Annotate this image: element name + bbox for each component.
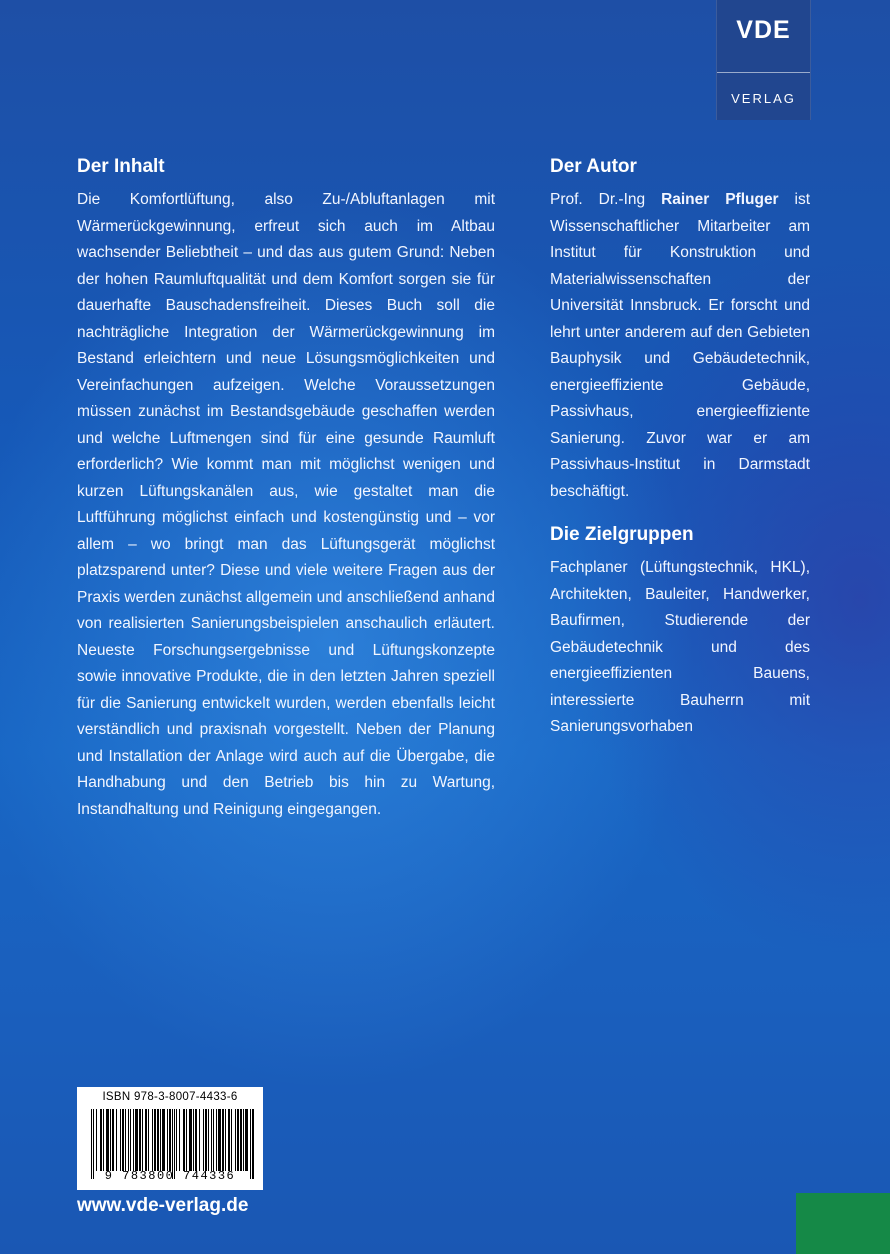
barcode-bar xyxy=(100,1109,102,1171)
barcode-bar xyxy=(205,1109,207,1171)
author-name: Rainer Pfluger xyxy=(661,191,779,208)
barcode-bar xyxy=(216,1109,217,1171)
barcode-bar xyxy=(142,1109,143,1171)
barcode-bar xyxy=(245,1109,248,1171)
barcode-bar xyxy=(148,1109,149,1171)
audience-text: Fachplaner (Lüftungstechnik, HKL), Architekten, Bauleiter, Handwerker, Baufirmen, Studierende der Gebäudetechnik und des energieeffizienten Bauens, interessierte Bauherrn mit Sanierungsvorhaben xyxy=(550,559,810,735)
barcode-bar xyxy=(135,1109,138,1171)
content-section xyxy=(77,153,495,823)
barcode-bar xyxy=(103,1109,104,1171)
barcode-bar xyxy=(235,1109,236,1171)
green-corner-block xyxy=(796,1193,890,1254)
barcode-bar xyxy=(231,1109,232,1171)
barcode-bar xyxy=(154,1109,156,1171)
barcode-bar xyxy=(128,1109,129,1171)
author-text xyxy=(550,187,810,505)
barcode-bar xyxy=(152,1109,153,1171)
logo-text: VDE xyxy=(736,16,791,44)
barcode-bar xyxy=(225,1109,226,1171)
barcode-bar xyxy=(176,1109,177,1171)
barcode-bar xyxy=(213,1109,214,1171)
barcode-bar xyxy=(133,1109,134,1171)
barcode-bar xyxy=(122,1109,124,1171)
barcode-bar xyxy=(112,1109,114,1171)
author-heading: Der Autor xyxy=(550,156,637,177)
barcode-bar xyxy=(211,1109,212,1171)
barcode-bar xyxy=(167,1109,168,1171)
barcode-bar xyxy=(106,1109,109,1171)
barcode-bar xyxy=(183,1109,185,1171)
isbn-barcode xyxy=(77,1087,263,1190)
barcode-bar xyxy=(240,1109,242,1171)
barcode-bar xyxy=(208,1109,209,1171)
right-column xyxy=(550,153,810,741)
barcode-bar xyxy=(189,1109,192,1171)
content-text: Die Komfortlüftung, also Zu-/Abluftanlagen mit Wärmerückgewinnung, erfreut sich auch im Altbau wachsender Beliebtheit – und das aus gutem Grund: Neben der hohen Raumluftqualität und dem Komfort sorgen sie für dauerhafte Bauschadensfreiheit. Dieses Buch soll die nachträgliche Integration der Wärmerückgewinnung im Bestand erleichtern und neue Lösungsmöglichkeiten und Vereinfachungen aufzeigen. Welche Voraussetzungen müssen zunächst im Bestandsgebäude geschaffen werden und welche Luftmengen sind für eine gesunde Raumluft erforderlich? Wie kommt man mit möglichst wenigen und kurzen Lüftungskanälen aus, wie gestaltet man die Luftführung möglichst einfach und kostengünstig und – vor allem – wo bringt man das Lüftungsgerät möglichst platzsparend unter? Diese und viele weitere Fragen aus der Praxis werden zunächst allgemein und anschließend anhand von realisierten Sanierungsbeispielen anschaulich erläutert. Neueste Forschungsergebnisse und Lüftungskonzepte sowie innovative Produkte, die in den letzten Jahren speziell für die Sanierung entwickelt wurden, werden ebenfalls leicht verständlich und praxisnah vorgestellt. Neben der Planung und Installation der Anlage wird auch auf die Übergabe, die Handhabung und den Betrieb bis hin zu Wartung, Instandhaltung und Reinigung eingegangen. xyxy=(77,191,495,818)
barcode-bar xyxy=(195,1109,197,1171)
barcode-bar xyxy=(139,1109,141,1171)
logo-subtitle: VERLAG xyxy=(731,91,796,106)
author-section xyxy=(550,153,810,505)
barcode-bar xyxy=(120,1109,121,1171)
audience-heading: Die Zielgruppen xyxy=(550,524,694,545)
barcode-bar xyxy=(179,1109,180,1171)
barcode-bar xyxy=(169,1109,171,1171)
barcode-bar xyxy=(160,1109,161,1171)
barcode-bar xyxy=(157,1109,159,1171)
barcode-bars xyxy=(91,1109,253,1171)
barcode-bar xyxy=(218,1109,221,1171)
barcode-bar xyxy=(203,1109,204,1171)
barcode-bar xyxy=(162,1109,165,1171)
barcode-bar xyxy=(243,1109,244,1171)
website-link[interactable]: www.vde-verlag.de xyxy=(77,1195,249,1216)
isbn-text: ISBN 978-3-8007-4433-6 xyxy=(102,1091,238,1103)
barcode-bar xyxy=(145,1109,147,1171)
barcode-bar xyxy=(110,1109,111,1171)
barcode-bar xyxy=(116,1109,117,1171)
barcode-bar xyxy=(199,1109,200,1171)
barcode-bar xyxy=(130,1109,131,1171)
barcode-bar xyxy=(96,1109,97,1171)
content-heading: Der Inhalt xyxy=(77,156,165,177)
barcode-number: 9 783800 744336 xyxy=(104,1169,236,1183)
author-title: Prof. Dr.-Ing xyxy=(550,191,646,208)
barcode-bar xyxy=(228,1109,230,1171)
audience-section xyxy=(550,521,810,741)
barcode-bar xyxy=(193,1109,194,1171)
logo-divider xyxy=(717,72,810,73)
barcode-bar xyxy=(222,1109,224,1171)
barcode-bar xyxy=(186,1109,187,1171)
barcode-bar xyxy=(237,1109,239,1171)
publisher-logo xyxy=(716,0,811,120)
barcode-bar xyxy=(125,1109,126,1171)
author-bio: ist Wissenschaftlicher Mitarbeiter am Institut für Konstruktion und Materialwissenschaften der Universität Innsbruck. Er forscht und lehrt unter anderem auf den Gebieten Bauphysik und Gebäudetechnik, energieeffiziente Gebäude, Passivhaus, energieeffiziente Sanierung. Zuvor war er am Passivhaus-Institut in Darmstadt beschäftigt. xyxy=(550,191,811,500)
